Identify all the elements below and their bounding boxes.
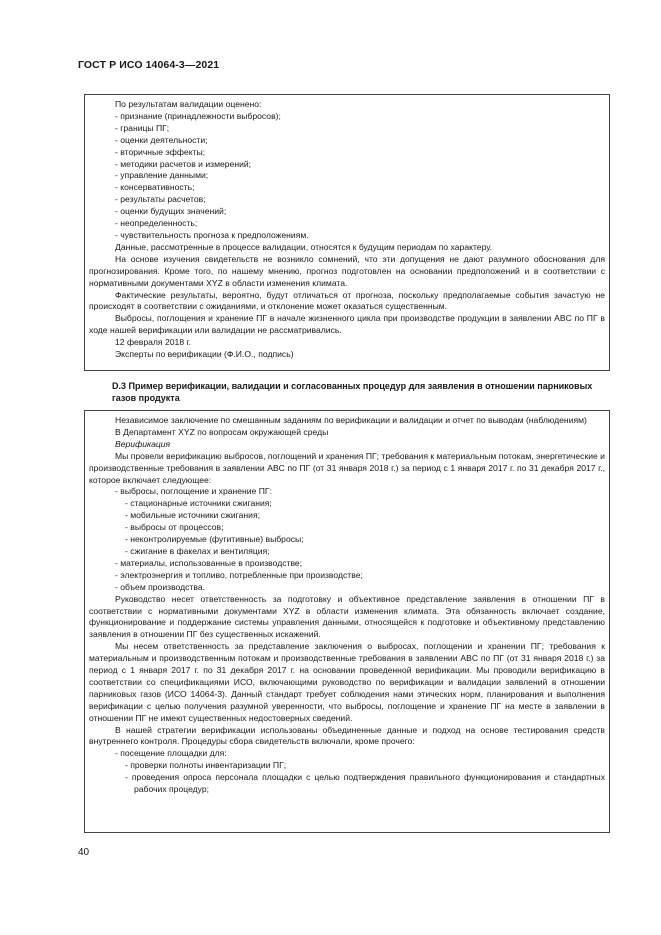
list-item: - электроэнергия и топливо, потребленные при производстве;	[115, 569, 363, 580]
sub-list-item: - неконтролируемые (фугитивные) выбросы;	[125, 534, 304, 545]
sub-list-item: - проверки полноты инвентаризации ПГ;	[125, 760, 287, 771]
opinion-text	[89, 415, 605, 796]
paragraph: Выбросы, поглощения и хранение ПГ в начале жизненного цикла при производстве продукции в заявлении ABC по ПГ в ходе нашей верификации или валидации не рассматривались.	[89, 313, 605, 336]
sub-list-item: - проведения опроса персонала площадки с целью подтверждения правильного функционирования и стандартных рабочих процедур;	[125, 772, 605, 795]
opinion-box	[84, 410, 610, 833]
list-item: - оценки деятельности;	[115, 134, 208, 145]
paragraph: Руководство несет ответственность за подготовку и объективное представление заявления в отношении ПГ в соответствии с нормативными документами XYZ в области изменения климата. Эта обязанность включает создание, функционирование и поддержание системы управления данными, относящейся к подготовке и объективному представлению заявления в отношении ПГ без существенных искажений.	[89, 593, 605, 640]
paragraph: Мы несем ответственность за представление заключения о выбросах, поглощении и хранении ПГ; требования к материальным и производственным потокам и производственные требования в заявлении ABC по ПГ (от 31 января 2018 г.) за период с 1 января 2017 г. по 31 декабря 2017 г. на основании проведенной верификации. Мы проводили верификацию в соответствии со спецификациями ИСО, включающими руководство по верификации и валидации заявлений в отношении парниковых газов (ИСО 14064-3). Данный стандарт требует соблюдения нами этических норм, планирования и выполнения верификации с целью получения разумной уверенности, что выбросы, поглощение и хранение ПГ на месте в заявлении в отношении ПГ не имеют существенных недостоверных сведений.	[89, 641, 605, 723]
list-item: - границы ПГ;	[115, 122, 170, 133]
intro-line: По результатам валидации оценено:	[115, 99, 262, 109]
list-item: - материалы, использованные в производстве;	[115, 557, 303, 568]
document-header: ГОСТ Р ИСО 14064-3—2021	[78, 59, 220, 71]
list-item: - управление данными;	[115, 170, 209, 181]
list-item: - вторичные эффекты;	[115, 146, 206, 157]
paragraph: Фактические результаты, вероятно, будут отличаться от прогноза, поскольку предполагаемые события зачастую не происходят в соответствии с ожиданиями, и отклонение может оказаться существенным.	[89, 289, 605, 312]
signature-line: Эксперты по верификации (Ф.И.О., подпись)	[115, 349, 294, 360]
list-item: - оценки будущих значений;	[115, 206, 227, 217]
list-item: - посещение площадки для:	[115, 748, 227, 759]
paragraph: Данные, рассмотренные в процессе валидации, относятся к будущим периодам по характеру.	[115, 241, 493, 252]
paragraph: Мы провели верификацию выбросов, поглощений и хранения ПГ; требования к материальным потокам, энергетические и производственные требования в заявлении ABC по ПГ (от 31 января 2018 г.) за период с 1 января 2017 г. по 31 декабря 2017 г., которое включает следующее:	[89, 450, 605, 485]
validation-results-text	[89, 99, 605, 361]
list-item: - методики расчетов и измерений;	[115, 158, 252, 169]
sub-list-item: - стационарные источники сжигания;	[125, 498, 272, 509]
validation-results-box	[84, 94, 610, 371]
paragraph: На основе изучения свидетельств не возникло сомнений, что эти допущения не дают разумного обоснования для прогнозирования. Кроме того, по нашему мнению, прогноз подготовлен на основании предположений и в соответствии с нормативными документами XYZ в области изменения климата.	[89, 253, 605, 288]
list-item: - результаты расчетов;	[115, 194, 206, 205]
addressee: В Департамент XYZ по вопросам окружающей среды	[115, 426, 329, 437]
list-item: - признание (принадлежности выбросов);	[115, 110, 281, 121]
list-item: - объем производства.	[115, 581, 206, 592]
list-item: - консервативность;	[115, 182, 195, 193]
subheading-verification: Верификация	[115, 438, 171, 449]
date-line: 12 февраля 2018 г.	[115, 337, 191, 348]
section-heading: D.3 Пример верификации, валидации и согласованных процедур для заявления в отношении парниковых газов продукта	[112, 381, 593, 403]
sub-list-item: - сжигание в факелах и вентиляция;	[125, 545, 270, 556]
paragraph: В нашей стратегии верификации использованы объединенные данные и подход на основе тестирования средств внутреннего контроля. Процедуры сбора свидетельств включали, кроме прочего:	[89, 724, 605, 747]
sub-list-item: - мобильные источники сжигания;	[125, 510, 260, 521]
list-item: - чувствительность прогноза к предположениям.	[115, 229, 309, 240]
paragraph: Независимое заключение по смешанным заданиям по верификации и валидации и отчет по выводам (наблюдениям)	[115, 415, 587, 425]
list-item: - выбросы, поглощение и хранение ПГ:	[115, 486, 272, 497]
list-item: - неопределенность;	[115, 218, 198, 229]
sub-list-item: - выбросы от процессов;	[125, 522, 224, 533]
page-number: 40	[78, 847, 90, 858]
